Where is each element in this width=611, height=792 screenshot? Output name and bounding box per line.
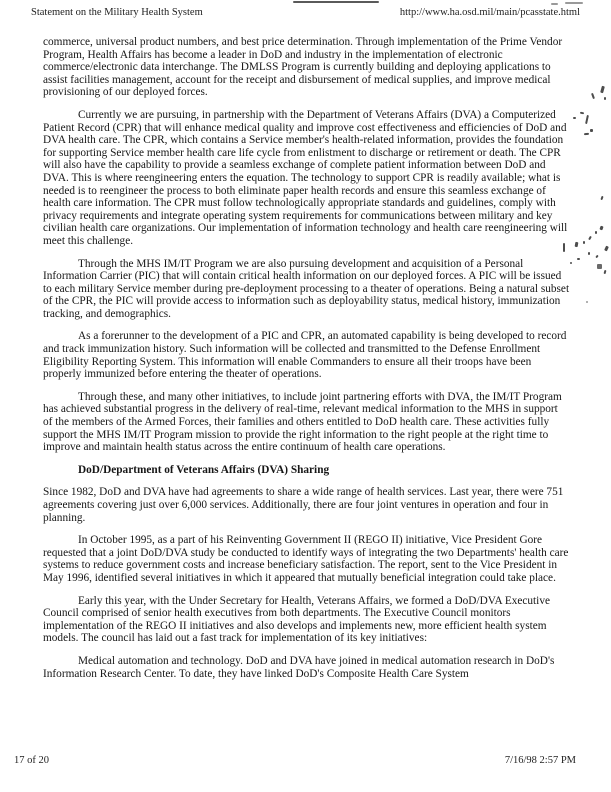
document-body: [43, 36, 570, 690]
scan-artifact: [586, 301, 588, 303]
scan-artifact: [588, 236, 592, 240]
print-timestamp: 7/16/98 2:57 PM: [504, 755, 576, 766]
page-header: [31, 7, 580, 18]
scan-artifact: [293, 1, 379, 3]
document-title: Statement on the Military Health System: [31, 7, 203, 18]
scan-artifact: [604, 97, 606, 100]
section-heading: DoD/Department of Veterans Affairs (DVA) Sharing: [78, 463, 330, 476]
scan-artifact: [600, 196, 603, 200]
paragraph: Through these, and many other initiatives, to include joint partnering efforts with DVA, the IM/IT Program has achieved substantial progress in the delivery of real-time, relevant medical information to the MHS in support of the members of the Armed Forces, their families and others entitled to DoD health care. These activities fully support the MHS IM/IT Program mission to provide the right information to the right people at the right time to improve and maintain health status across the entire continuum of health care operations.: [43, 390, 562, 454]
scan-artifact: [585, 115, 589, 124]
scan-artifact: [570, 262, 572, 264]
scan-artifact: [565, 2, 583, 4]
paragraph: Since 1982, DoD and DVA have had agreements to share a wide range of health services. Last year, there were 751 agreements covering just over 6,000 services. Additionally, there are four joint ventures in operation and four in planning.: [43, 486, 564, 524]
scan-artifact: [588, 252, 590, 255]
scan-artifact: [595, 231, 597, 234]
paragraph: Early this year, with the Under Secretary for Health, Veterans Affairs, we formed a DoD/DVA Executive Council comprised of senior health executives from both departments. The Executive Council monitors implementation of the REGO II initiatives and also develops and implements new, more efficient health system models. The council has laid out a fast track for implementation of its key initiatives:: [43, 594, 550, 645]
scan-artifact: [595, 255, 598, 259]
paragraph: Currently we are pursuing, in partnership with the Department of Veterans Affairs (DVA) a Computerized Patient Record (CPR) that will enhance medical quality and improve cost effectiveness and efficiencies of DoD and DVA health care. The CPR, which contains a Service member's health-related information, provides the foundation for supporting Service member health care life cycle from enlistment to discharge or retirement or death. The CPR will also have the capability to provide a seamless exchange of complete patient information between DoD and DVA. This is where reengineering enters the equation. The technology to support CPR is readily available; what is needed is to reengineer the process to both eliminate paper health records and ensure this seamless exchange of health care information. The CPR must follow technologically appropriate standards and guidelines, comply with privacy requirements and integrate operating system requirements for communications between military and key civilian health care organizations. Our implementation of information technology and health care reengineering will meet this challenge.: [43, 108, 568, 247]
scan-artifact: [599, 226, 603, 231]
paragraph: As a forerunner to the development of a PIC and CPR, an automated capability is being developed to record and track immunization history. Such information will be collected and transmitted to the Defense Enrollment Eligibility Reporting System. This information will enable Commanders to ensure all their troops have been properly immunized before entering the theater of operations.: [43, 330, 567, 381]
page-number: 17 of 20: [14, 755, 49, 766]
scan-artifact: [551, 3, 558, 5]
scan-artifact: [604, 270, 607, 274]
paragraph: In October 1995, as a part of his Reinventing Government II (REGO II) initiative, Vice President Gore requested that a joint DoD/DVA study be conducted to identify ways of integrating the two Departments' health care systems to reduce government costs and increase beneficiary satisfaction. The report, sent to the Vice President in May 1996, identified several initiatives in which it appeared that mutually beneficial integration could take place.: [43, 534, 569, 584]
scan-artifact: [580, 112, 584, 115]
scan-artifact: [584, 133, 589, 135]
scan-artifact: [597, 264, 602, 269]
scan-artifact: [583, 241, 585, 244]
scan-artifact: [604, 246, 609, 252]
scan-artifact: [590, 129, 593, 132]
scan-artifact: [575, 242, 579, 247]
scan-artifact: [591, 93, 595, 99]
scan-artifact: [600, 86, 605, 94]
scan-artifact: [573, 117, 576, 119]
paragraph: Through the MHS IM/IT Program we are also pursuing development and acquisition of a Personal Information Carrier (PIC) that will contain critical health information on our deployed forces. A PIC will be issued to each military Service member during pre-deployment processing to a theater of operations. Being a natural subset of the CPR, the PIC will provide access to information such as deployability status, medical history, immunization tracking, and demographics.: [43, 257, 570, 320]
paragraph: Medical automation and technology. DoD and DVA have joined in medical automation research in DoD's Information Research Center. To date, they have linked DoD's Composite Health Care System: [43, 654, 555, 680]
page-footer: [14, 755, 576, 766]
scan-artifact: [577, 258, 580, 260]
paragraph: commerce, universal product numbers, and best price determination. Through implementation of the Prime Vendor Program, Health Affairs has become a leader in DoD and industry in the implementation of electronic commerce/electronic data interchange. The DMLSS Program is currently building and deploying applications to assist facilities management, account for the receipt and disbursement of medical supplies, and improve medical provisioning of our deployed forces.: [43, 36, 563, 99]
document-url: http://www.ha.osd.mil/main/pcasstate.html: [399, 7, 580, 18]
